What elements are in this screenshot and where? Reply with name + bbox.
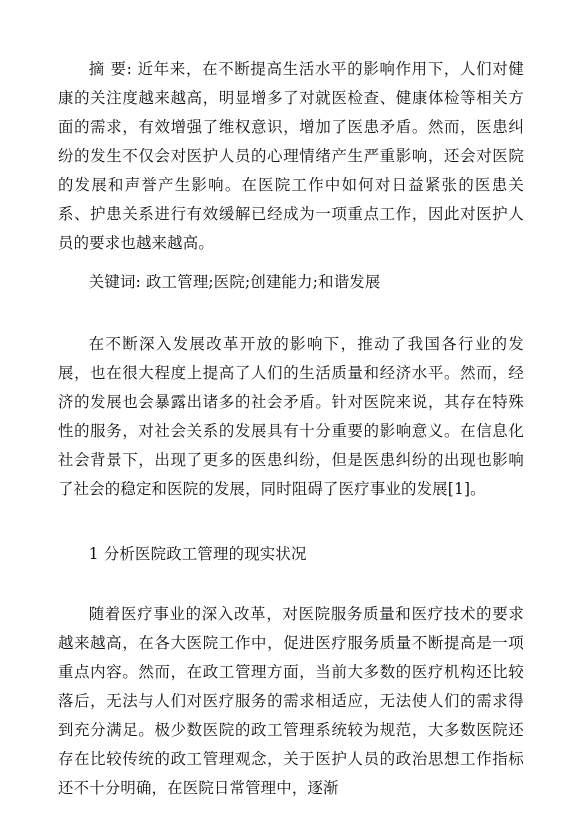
abstract-paragraph: 摘 要: 近年来，在不断提高生活水平的影响作用下，人们对健康的关注度越来越高，明显增多了对就医检查、健康体检等相关方面的需求，有效增强了维权意识，增加了医患矛盾。然而，医患纠纷的发生不仅会对医护人员的心理情绪产生严重影响，还会对医院的发展和声誉产生影响。在医院工作中如何对日益紧张的医患关系、护患关系进行有效缓解已经成为一项重点工作，因此对医护人员的要求也越来越高。 (58, 60, 524, 252)
keywords-line: 关键词: 政工管理;医院;创建能力;和谐发展 (88, 273, 381, 291)
introduction-paragraph: 在不断深入发展改革开放的影响下，推动了我国各行业的发展，也在很大程度上提高了人们的生活质量和经济水平。然而，经济的发展也会暴露出诸多的社会矛盾。针对医院来说，其存在特殊性的服务，对社会关系的发展具有十分重要的影响意义。在信息化社会背景下，出现了更多的医患纠纷，但是医患纠纷的出现也影响了社会的稳定和医院的发展，同时阻碍了医疗事业的发展[1]。 (58, 335, 524, 498)
section-heading: 1 分析医院政工管理的现实状况 (88, 545, 307, 563)
section-body-paragraph: 随着医疗事业的深入改革，对医院服务质量和医疗技术的要求越来越高，在各大医院工作中，促进医疗服务质量不断提高是一项重点内容。然而，在政工管理方面，当前大多数的医疗机构还比较落后，无法与人们对医疗服务的需求相适应，无法使人们的需求得到充分满足。极少数医院的政工管理系统较为规范，大多数医院还存在比较传统的政工管理观念，关于医护人员的政治思想工作指标还不十分明确，在医院日常管理中，逐渐 (58, 605, 524, 797)
